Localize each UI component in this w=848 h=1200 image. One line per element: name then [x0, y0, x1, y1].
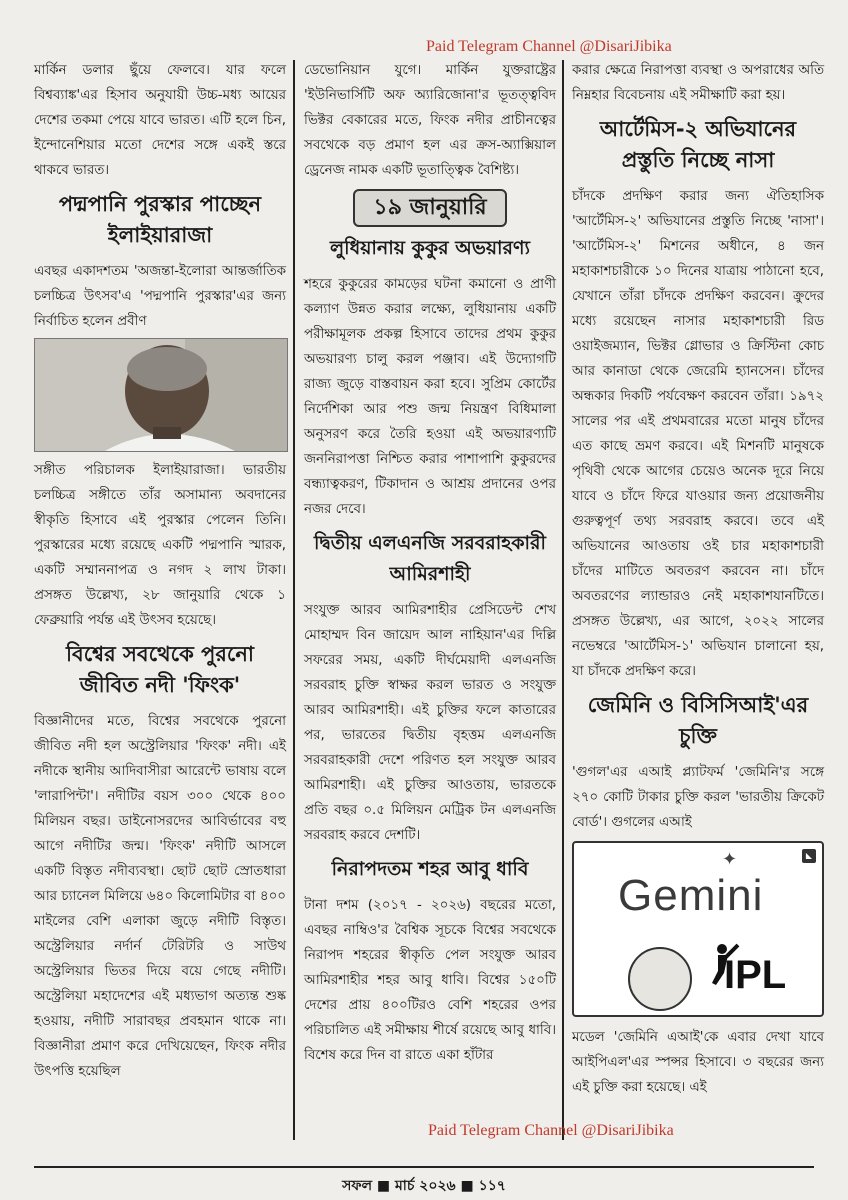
- col3-intro-paragraph: করার ক্ষেত্রে নিরাপত্তা ব্যবস্থা ও অপরাধের অতি নিম্নহার বিবেচনায় এই সমীক্ষাটি করা হয়।: [572, 63, 824, 103]
- col2-intro-paragraph: ডেভোনিয়ান যুগে। মার্কিন যুক্তরাষ্ট্রের 'ইউনিভার্সিটি অফ অ্যারিজোনা'র ভূতত্ত্ববিদ ভিক্টর বেকারের মতে, ফিংক নদীর প্রাচীনত্বের সবথেকে বড় প্রমাণ হল এর ক্রস-অ্যাক্সিয়াল ড্রেনেজ নামক একটি ভূতাত্ত্বিক বৈশিষ্ট্য।: [304, 63, 556, 178]
- award-paragraph-1: এবছর একাদশতম 'অজন্তা-ইলোরা আন্তর্জাতিক চলচ্চিত্র উৎসব'এ 'পদ্মপানি পুরস্কার'এর জন্য নির্বাচিত হলেন প্রবীণ: [34, 264, 286, 329]
- dog-sanctuary-heading: লুধিয়ানায় কুকুর অভয়ারণ্য: [329, 237, 531, 259]
- gemini-paragraph-1: 'গুগল'এর এআই প্ল্যাটফর্ম 'জেমিনি'র সঙ্গে ২৭০ কোটি টাকার চুক্তি করল 'ভারতীয় ক্রিকেট বোর্ড'। গুগলের এআই: [572, 765, 824, 830]
- lng-heading: দ্বিতীয় এলএনজি সরবরাহকারী আমিরশাহী: [314, 532, 546, 585]
- corner-badge-icon: ◣: [802, 849, 816, 863]
- bcci-emblem-icon: [628, 947, 692, 1011]
- watermark-top: Paid Telegram Channel @DisariJibika: [426, 38, 672, 55]
- artemis-heading: আর্টেমিস-২ অভিযানের প্রস্তুতি নিচ্ছে নাসা: [599, 117, 797, 172]
- award-paragraph-2: সঙ্গীত পরিচালক ইলাইয়ারাজা। ভারতীয় চলচ্চিত্র সঙ্গীতে তাঁর অসামান্য অবদানের স্বীকৃতি হিসাবে এই পুরস্কার পেলেন তিনি। পুরস্কারের মধ্যে রয়েছে একটি পদ্মপানি স্মারক, একটি সম্মাননাপত্র ও নগদ ২ লাখ টাকা। প্রসঙ্গত উল্লেখ্য, ২৮ জানুয়ারি থেকে ১ ফেব্রুয়ারি পর্যন্ত এই উৎসব হয়েছে।: [34, 463, 286, 628]
- river-heading: বিশ্বের সবথেকে পুরনো জীবিত নদী 'ফিংক': [66, 642, 254, 697]
- award-heading: পদ্মপানি পুরস্কার পাচ্ছেন ইলাইয়ারাজা: [58, 192, 262, 247]
- gemini-bcci-heading: জেমিনি ও বিসিসিআই'এর চুক্তি: [587, 693, 809, 748]
- portrait-image: [35, 339, 287, 451]
- column-divider-2: [562, 60, 564, 1140]
- col1-intro-paragraph: মার্কিন ডলার ছুঁয়ে ফেলবে। যার ফলে বিশ্বব্যাঙ্ক'এর হিসাব অনুযায়ী উচ্চ-মধ্য আয়ের দেশের তকমা পেয়ে যাবে ভারত। এটি হলে চিন, ইন্দোনেশিয়ার মতো দেশের সঙ্গে একই স্তরে থাকবে ভারত।: [34, 63, 286, 178]
- footer-rule: [34, 1166, 814, 1168]
- safest-city-paragraph: টানা দশম (২০১৭ - ২০২৬) বছরের মতো, এবছর নাম্বিও'র বৈশ্বিক সূচকে বিশ্বের সবথেকে নিরাপদ শহরের স্বীকৃতি পেল সংযুক্ত আরব আমিরশাহীর শহর আবু ধাবি। বিশ্বের ১৫০টি দেশের প্রায় ৪০০টিরও বেশি শহরের ওপর পরিচালিত এই সমীক্ষায় শীর্ষে রয়েছে আবু ধাবি। বিশেষ করে দিন বা রাতে একা হাঁটার: [304, 898, 556, 1063]
- column-1: [34, 58, 286, 1088]
- lng-paragraph: সংযুক্ত আরব আমিরশাহীর প্রেসিডেন্ট শেখ মোহাম্মদ বিন জায়েদ আল নাহিয়ান'এর দিল্লি সফরের সময়, একটি দীর্ঘমেয়াদী এলএনজি সরবরাহ চুক্তি স্বাক্ষর করল ভারত ও সংযুক্ত আরব আমিরশাহী। এই চুক্তির ফলে কাতারের পর, ভারতের দ্বিতীয় বৃহত্তম এলএনজি সরবরাহকারী দেশে পরিণত হল সংযুক্ত আরব আমিরশাহী। এই চুক্তির আওতায়, ভারতকে প্রতি বছর ০.৫ মিলিয়ন মেট্রিক টন এলএনজি সরবরাহ করবে দেশটি।: [304, 603, 556, 843]
- gemini-ipl-logo: [572, 841, 824, 1017]
- ipl-logo-text: IPL: [724, 953, 787, 997]
- page-footer: সফল ■ মার্চ ২০২৬ ■ ১১৭: [342, 1178, 506, 1194]
- gemini-logo-text: Gemini: [618, 871, 764, 920]
- column-3: [572, 58, 824, 1104]
- date-banner: ১৯ জানুয়ারি: [353, 189, 507, 227]
- gemini-paragraph-2: মডেল 'জেমিনি এআই'কে এবার দেখা যাবে আইপিএল'এর স্পন্সর হিসাবে। ৩ বছরের জন্য এই চুক্তি করা হয়েছে। এই: [572, 1030, 824, 1095]
- column-divider-1: [293, 60, 295, 1140]
- sparkle-icon: ✦: [722, 849, 738, 870]
- river-paragraph: বিজ্ঞানীদের মতে, বিশ্বের সবথেকে পুরনো জীবিত নদী হল অস্ট্রেলিয়ার 'ফিংক' নদী। এই নদীকে স্থানীয় আদিবাসীরা আরেন্টে ভাষায় বলে 'লারাপিন্টা'। নদীটির বয়স ৩০০ থেকে ৪০০ মিলিয়ন বছর। ডাইনোসরদের আবির্ভাবের বহু আগে নদীটির জন্ম। 'ফিংক' নদীটি আসলে একটি বিস্তৃত নদীব্যবস্থা। ছোট ছোট স্রোতধারা আর চ্যানেল মিলিয়ে ৬৪০ কিলোমিটার বা ৪০০ মাইলের বেশি এলাকা জুড়ে নদীটি বিস্তৃত। অস্ট্রেলিয়ার নর্দার্ন টেরিটরি ও সাউথ অস্ট্রেলিয়ার ভিতর দিয়ে বয়ে গেছে নদীটি। অস্ট্রেলিয়া মহাদেশের এই মধ্যভাগ অত্যন্ত শুষ্ক হওয়ায়, নদীটি সারাবছর প্রবহমান থাকে না। বিজ্ঞানীরা প্রমাণ করে দেখিয়েছেন, ফিংক নদীর উৎপত্তি হয়েছিল: [34, 714, 286, 1079]
- safest-city-heading: নিরাপদতম শহর আবু ধাবি: [331, 858, 529, 880]
- watermark-bottom: Paid Telegram Channel @DisariJibika: [428, 1122, 674, 1139]
- artemis-paragraph: চাঁদকে প্রদক্ষিণ করার জন্য ঐতিহাসিক 'আর্টেমিস-২' অভিযানের প্রস্তুতি নিচ্ছে 'নাসা'। 'আর্টেমিস-২' মিশনের অধীনে, ৪ জন মহাকাশচারীকে ১০ দিনের যাত্রায় পাঠানো হবে, যেখানে তাঁরা চাঁদকে প্রদক্ষিণ করবেন। ক্রুদের মধ্যে রয়েছেন নাসার মহাকাশচারী রিড ওয়াইজম্যান, ভিক্টর গ্লোভার ও ক্রিস্টিনা কোচ আর কানাডা থেকে জেরেমি হ্যানসেন। চাঁদের অন্ধকার দিকটি পর্যবেক্ষণ করবেন তাঁরা। ১৯৭২ সালের পর এই প্রথমবারের মতো মানুষ চাঁদের এত কাছে ভ্রমণ করবে। এই মিশনটি মানুষকে পৃথিবী থেকে আগের চেয়েও অনেক দূরে নিয়ে যাবে ও চাঁদে ফিরে যাওয়ার জন্য প্রয়োজনীয় গুরুত্বপূর্ণ তথ্য সরবরাহ করবে। তবে এই অভিযানের আওতায় ওই চার মহাকাশচারী চাঁদের মাটিতে অবতরণ করবেন না। চাঁদে অবতরণের ল্যান্ডারও নেই মহাকাশযানটিতে। প্রসঙ্গত উল্লেখ্য, এর আগে, ২০২২ সালের নভেম্বরে 'আর্টেমিস-১' অভিযান চালানো হয়, যা চাঁদকে প্রদক্ষিণ করে।: [572, 189, 824, 679]
- column-2: [304, 58, 556, 1072]
- ilaiyaraaja-photo: [34, 338, 288, 452]
- dog-sanctuary-paragraph: শহরে কুকুরের কামড়ের ঘটনা কমানো ও প্রাণী কল্যাণ উন্নত করার লক্ষ্যে, লুধিয়ানায় একটি পরীক্ষামূলক প্রকল্প হিসাবে তাদের প্রথম কুকুর অভয়ারণ্য চালু করল পঞ্জাব। এই উদ্যোগটি রাজ্য জুড়ে বাস্তবায়ন করা হবে। সুপ্রিম কোর্টের নির্দেশিকা আর পশু জন্ম নিয়ন্ত্রণ বিধিমালা অনুসরণ করে তৈরি হওয়া এই অভয়ারণ্যটি জননিরাপত্তা নিশ্চিত করার পাশাপাশি কুকুরদের বন্ধ্যাত্বকরণ, টিকাদান ও আশ্রয় প্রদানের ওপর নজর দেবে।: [304, 277, 556, 517]
